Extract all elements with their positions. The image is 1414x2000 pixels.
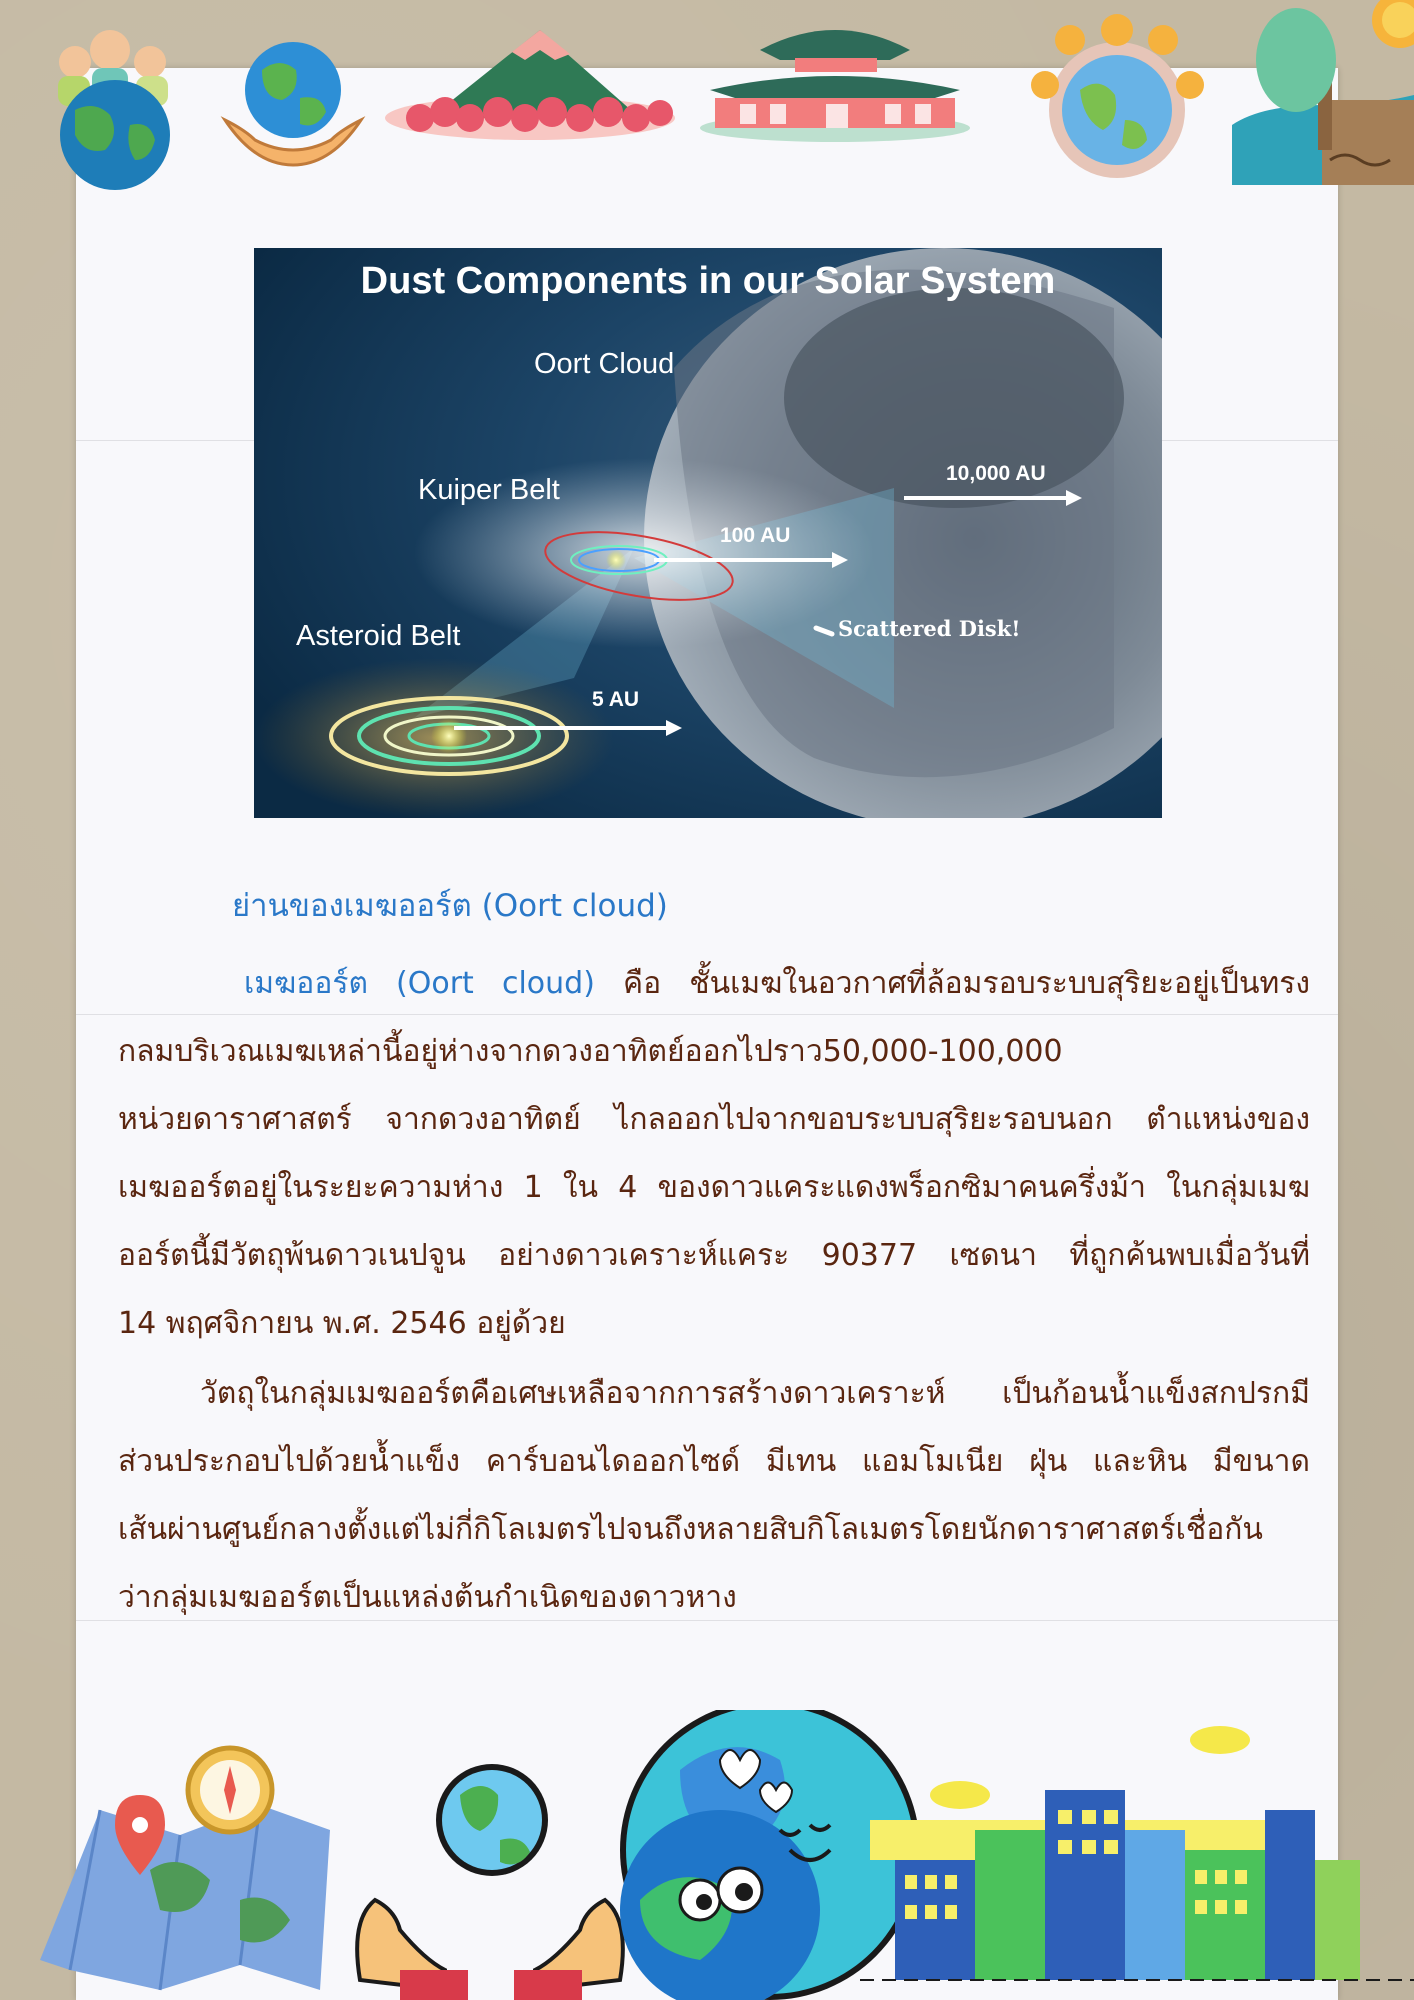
paragraph-line: เมฆออร์ต (Oort cloud) คือ ชั้นเมฆในอวกาศที่ล้อมรอบระบบสุริยะอยู่เป็นทรง [244, 966, 1310, 1001]
paragraph-line: ส่วนประกอบไปด้วยน้ำแข็ง คาร์บอนไดออกไซด์ มีเทน แอมโมเนีย ฝุ่น และหิน มีขนาด [118, 1444, 1310, 1479]
paragraph-oort-objects [118, 1360, 1310, 1632]
hands-globe-icon [357, 1764, 623, 2000]
tree-sun-icon [1232, 0, 1414, 185]
paragraph-line: เมฆออร์ตอยู่ในระยะความห่าง 1 ใน 4 ของดาวแคระแดงพร็อกซิมาคนครึ่งม้า ในกลุ่มเมฆ [118, 1170, 1310, 1205]
figure-title: Dust Components in our Solar System [360, 260, 1056, 302]
paragraph-line: กลมบริเวณเมฆเหล่านี้อยู่ห่างจากดวงอาทิตย์ออกไปราว50,000-100,000 [118, 1034, 1063, 1069]
paragraph-line: เส้นผ่านศูนย์กลางตั้งแต่ไม่กี่กิโลเมตรไปจนถึงหลายสิบกิโลเมตรโดยนักดาราศาสตร์เชื่อกัน [118, 1512, 1263, 1547]
solar-system-diagram [254, 248, 1162, 818]
paragraph-line: วัตถุในกลุ่มเมฆออร์ตคือเศษเหลือจากการสร้างดาวเคราะห์ เป็นก้อนน้ำแข็งสกปรกมี [200, 1376, 1310, 1411]
map-compass-icon [40, 1748, 330, 1990]
paragraph-line: 14 พฤศจิกายน พ.ศ. 2546 อยู่ด้วย [118, 1306, 566, 1341]
paragraph-line: ว่ากลุ่มเมฆออร์ตเป็นแหล่งต้นกำเนิดของดาวหาง [118, 1580, 737, 1615]
kuiper-distance-label: 100 AU [720, 524, 791, 547]
paragraph-line: หน่วยดาราศาสตร์ จากดวงอาทิตย์ ไกลออกไปจากขอบระบบสุริยะรอบนอก ตำแหน่งของ [118, 1102, 1310, 1137]
term-oort-cloud: เมฆออร์ต (Oort cloud) [244, 966, 595, 1001]
decoration-top [0, 0, 1414, 190]
kuiper-belt-label: Kuiper Belt [418, 474, 560, 506]
oort-cloud-label: Oort Cloud [534, 348, 675, 380]
asteroid-belt-label: Asteroid Belt [296, 620, 461, 652]
kids-on-globe-icon [58, 30, 170, 190]
oort-distance-label: 10,000 AU [946, 462, 1046, 485]
hands-holding-earth-icon [225, 42, 361, 165]
city-buildings-icon [860, 1726, 1414, 1980]
scattered-disk-label: Scattered Disk! [838, 616, 1021, 641]
mountain-blossom-icon [385, 30, 675, 140]
decoration-bottom [0, 1710, 1414, 2000]
kids-around-globe-icon [1031, 14, 1204, 178]
paragraph-oort-cloud [118, 950, 1310, 1358]
temple-icon [700, 30, 970, 142]
section-heading: ย่านของเมฆออร์ต (Oort cloud) [232, 888, 668, 924]
solar-system-dust-figure [254, 248, 1162, 818]
paragraph-line: ออร์ตนี้มีวัตถุพ้นดาวเนปจูน อย่างดาวเคราะห์แคระ 90377 เซดนา ที่ถูกค้นพบเมื่อวันที่ [118, 1238, 1310, 1273]
asteroid-distance-label: 5 AU [592, 688, 640, 711]
